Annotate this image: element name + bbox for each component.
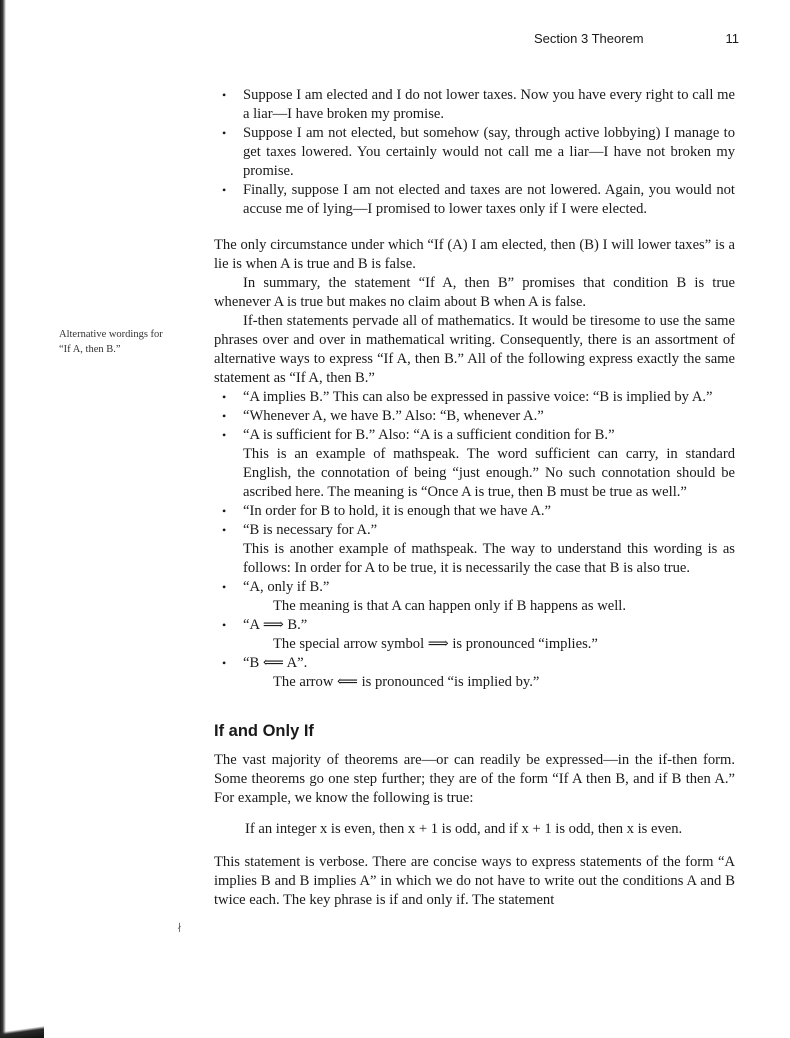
paragraph-alternatives: If-then statements pervade all of mathematics. It would be tiresome to use the same phrases over and over in mathematical writing. Consequently, there is an assortment of alternative ways to express “If A, then B.” All of the following express exactly the same statement as “If A, then B.”: [214, 313, 735, 386]
wording-text: “Whenever A, we have B.” Also: “B, whenever A.”: [243, 408, 544, 424]
wording-text: “A, only if B.”: [243, 579, 330, 595]
wording-explanation: The arrow ⟸ is pronounced “is implied by.”: [273, 674, 540, 690]
page-body: [214, 86, 735, 910]
wording-text: “A is sufficient for B.” Also: “A is a sufficient condition for B.”: [243, 427, 615, 443]
margin-note: [59, 327, 199, 357]
section-title: Section 3 Theorem: [534, 31, 644, 46]
wording-explanation: This is an example of mathspeak. The word sufficient can carry, in standard English, the connotation of being “just enough.” No such connotation should be ascribed here. The meaning is “Once A is true, then B must be true as well.”: [243, 446, 735, 500]
list-item: [214, 654, 735, 692]
paragraph-lie-condition: The only circumstance under which “If (A) I am elected, then (B) I will lower taxes” is a lie is when A is true and B is false.: [214, 237, 735, 272]
section-heading: If and Only If: [214, 722, 314, 740]
list-item: [214, 388, 735, 407]
wording-text: “B is necessary for A.”: [243, 522, 378, 538]
wording-explanation: This is another example of mathspeak. The way to understand this wording is as follows: In order for A to be true, it is necessarily the case that B is also true.: [243, 541, 735, 576]
wording-text: “B ⟸ A”.: [243, 655, 308, 671]
page-number: 11: [725, 31, 739, 46]
margin-note-line-1: Alternative wordings for: [59, 329, 163, 340]
list-item: [214, 521, 735, 578]
list-item: • Suppose I am elected and I do not lower taxes. Now you have every right to call me a liar—I have broken my promise.: [214, 86, 735, 124]
margin-note-line-2: “If A, then B.”: [59, 344, 121, 355]
list-item: [214, 407, 735, 426]
display-statement: If an integer x is even, then x + 1 is odd, and if x + 1 is odd, then x is even.: [245, 821, 683, 837]
paragraph-summary: In summary, the statement “If A, then B” promises that condition B is true whenever A is true but makes no claim about B when A is false.: [214, 275, 735, 310]
list-item: [214, 426, 735, 502]
paragraph-verbose: This statement is verbose. There are concise ways to express statements of the form “A implies B and B implies A” in which we do not have to write out the conditions A and B twice each. The key phrase is if and only if. The statement: [214, 854, 735, 908]
wording-list: [214, 388, 735, 692]
page-edge-shadow: [0, 0, 6, 1038]
page-corner-shadow: [0, 1024, 44, 1038]
list-item: [214, 616, 735, 654]
stray-mark: ∤: [177, 923, 182, 934]
wording-text: “In order for B to hold, it is enough that we have A.”: [243, 503, 552, 519]
list-item: • Finally, suppose I am not elected and taxes are not lowered. Again, you would not accuse me of lying—I promised to lower taxes only if I were elected.: [214, 181, 735, 219]
list-item: [214, 502, 735, 521]
wording-text: “A implies B.” This can also be expressed in passive voice: “B is implied by A.”: [243, 389, 713, 405]
scenario-list: [214, 86, 735, 219]
paragraph-iff-intro: The vast majority of theorems are—or can readily be expressed—in the if-then form. Some theorems go one step further; they are of the form “If A then B, and if B then A.” For example, we know the following is true:: [214, 752, 735, 806]
list-item: [214, 578, 735, 616]
list-item: • Suppose I am not elected, but somehow (say, through active lobbying) I manage to get taxes lowered. You certainly would not call me a liar—I have not broken my promise.: [214, 124, 735, 181]
wording-explanation: The meaning is that A can happen only if B happens as well.: [273, 598, 627, 614]
wording-explanation: The special arrow symbol ⟹ is pronounced “implies.”: [273, 636, 598, 652]
wording-text: “A ⟹ B.”: [243, 617, 308, 633]
